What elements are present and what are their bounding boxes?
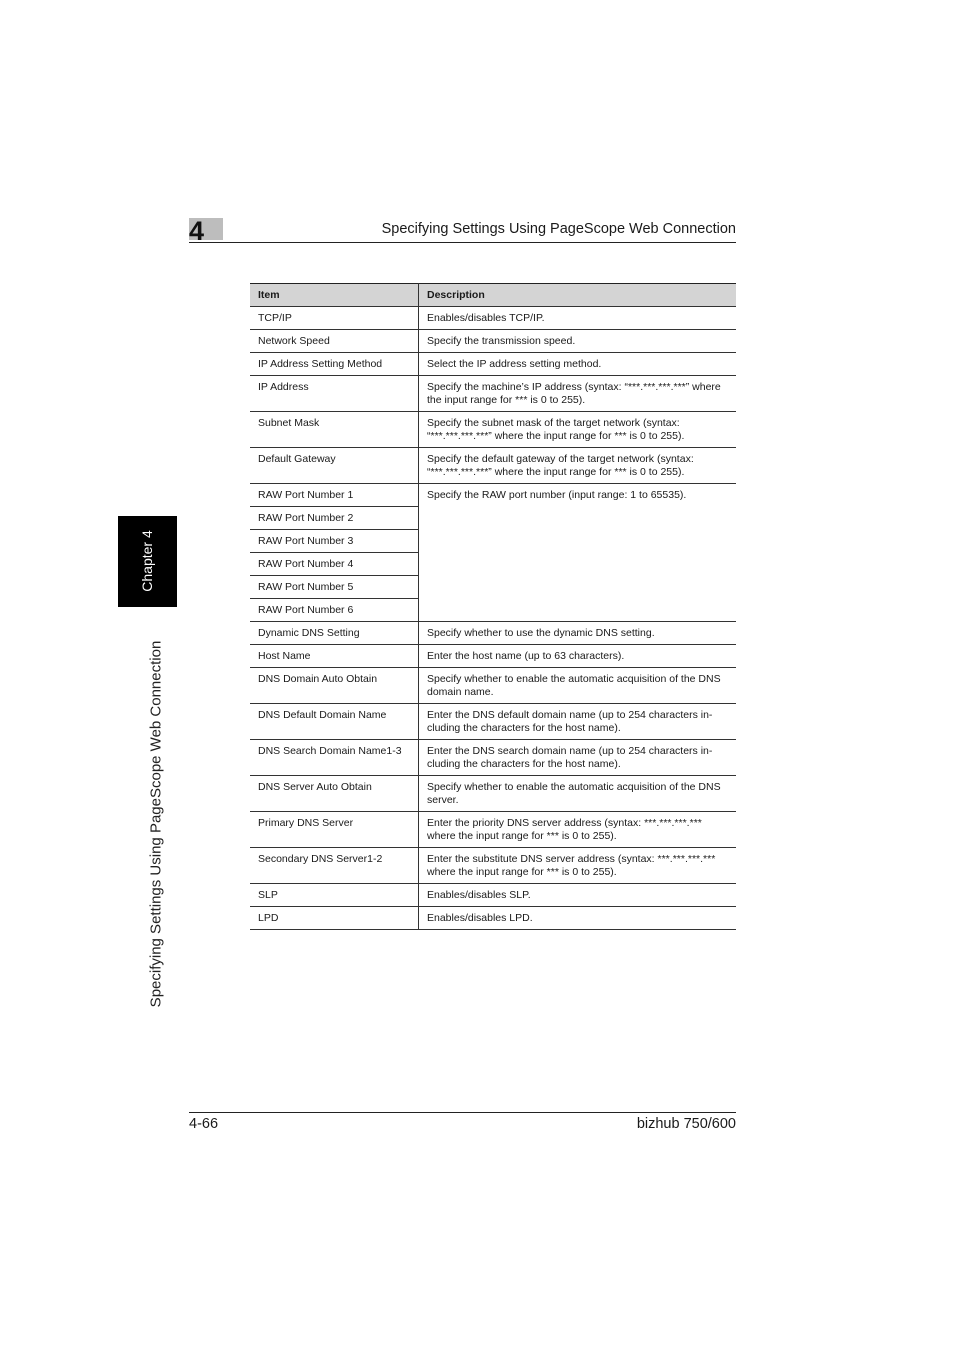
table-row <box>250 740 736 776</box>
item-cell: TCP/IP <box>250 307 419 330</box>
item-cell: Subnet Mask <box>250 412 419 448</box>
chapter-number: 4 <box>189 216 205 246</box>
description-cell: Specify whether to enable the automatic acquisition of the DNS server. <box>419 776 737 812</box>
item-cell: DNS Server Auto Obtain <box>250 776 419 812</box>
settings-table <box>250 283 736 930</box>
table-row <box>250 645 736 668</box>
item-cell: RAW Port Number 2 <box>250 507 419 530</box>
description-cell: Enter the DNS search domain name (up to 254 characters in-cluding the characters for the host name). <box>419 740 737 776</box>
page-number: 4-66 <box>189 1116 219 1132</box>
table-row <box>250 376 736 412</box>
table-row <box>250 848 736 884</box>
item-cell: RAW Port Number 1 <box>250 484 419 507</box>
table-row <box>250 307 736 330</box>
item-cell: IP Address <box>250 376 419 412</box>
item-cell: RAW Port Number 6 <box>250 599 419 622</box>
item-cell: Default Gateway <box>250 448 419 484</box>
table-row <box>250 884 736 907</box>
description-cell: Enables/disables SLP. <box>419 884 737 907</box>
table-row <box>250 448 736 484</box>
footer-divider <box>189 1112 736 1113</box>
description-cell: Enter the DNS default domain name (up to 254 characters in-cluding the characters for the host name). <box>419 704 737 740</box>
product-name: bizhub 750/600 <box>636 1116 736 1132</box>
table-row <box>250 412 736 448</box>
description-cell: Specify the default gateway of the target network (syntax: “***.***.***.***” where the input range for *** is 0 to 255). <box>419 448 737 484</box>
table-row <box>250 907 736 930</box>
item-cell: RAW Port Number 4 <box>250 553 419 576</box>
item-cell: DNS Domain Auto Obtain <box>250 668 419 704</box>
item-cell: Primary DNS Server <box>250 812 419 848</box>
item-cell: Host Name <box>250 645 419 668</box>
description-cell: Enter the host name (up to 63 characters). <box>419 645 737 668</box>
item-cell: RAW Port Number 5 <box>250 576 419 599</box>
description-cell: Specify the transmission speed. <box>419 330 737 353</box>
table-row <box>250 622 736 645</box>
table-row <box>250 668 736 704</box>
description-cell: Enter the substitute DNS server address (syntax: ***.***.***.*** where the input range for *** is 0 to 255). <box>419 848 737 884</box>
table-header-row <box>250 284 736 307</box>
table-row <box>250 330 736 353</box>
description-cell: Specify the machine’s IP address (syntax: “***.***.***.***” where the input range for *** is 0 to 255). <box>419 376 737 412</box>
column-header-description: Description <box>419 284 737 307</box>
page-header-title: Specifying Settings Using PageScope Web Connection <box>381 221 736 237</box>
column-header-item: Item <box>250 284 419 307</box>
description-cell: Specify the subnet mask of the target network (syntax: “***.***.***.***” where the input range for *** is 0 to 255). <box>419 412 737 448</box>
item-cell: SLP <box>250 884 419 907</box>
table-row <box>250 353 736 376</box>
description-cell: Select the IP address setting method. <box>419 353 737 376</box>
description-cell: Enables/disables LPD. <box>419 907 737 930</box>
description-cell: Enter the priority DNS server address (syntax: ***.***.***.*** where the input range for *** is 0 to 255). <box>419 812 737 848</box>
description-cell: Specify whether to enable the automatic acquisition of the DNS domain name. <box>419 668 737 704</box>
description-cell: Specify whether to use the dynamic DNS setting. <box>419 622 737 645</box>
item-cell: Dynamic DNS Setting <box>250 622 419 645</box>
table-row <box>250 704 736 740</box>
side-section-title: Specifying Settings Using PageScope Web Connection <box>147 640 165 1008</box>
item-cell: IP Address Setting Method <box>250 353 419 376</box>
header-divider <box>189 242 736 243</box>
table-row <box>250 484 736 507</box>
item-cell: RAW Port Number 3 <box>250 530 419 553</box>
item-cell: Network Speed <box>250 330 419 353</box>
item-cell: Secondary DNS Server1-2 <box>250 848 419 884</box>
table-row <box>250 812 736 848</box>
item-cell: LPD <box>250 907 419 930</box>
description-cell: Enables/disables TCP/IP. <box>419 307 737 330</box>
side-chapter-label: Chapter 4 <box>139 530 155 592</box>
table-row <box>250 776 736 812</box>
item-cell: DNS Search Domain Name1-3 <box>250 740 419 776</box>
description-cell-raw-ports: Specify the RAW port number (input range: 1 to 65535). <box>419 484 737 622</box>
item-cell: DNS Default Domain Name <box>250 704 419 740</box>
